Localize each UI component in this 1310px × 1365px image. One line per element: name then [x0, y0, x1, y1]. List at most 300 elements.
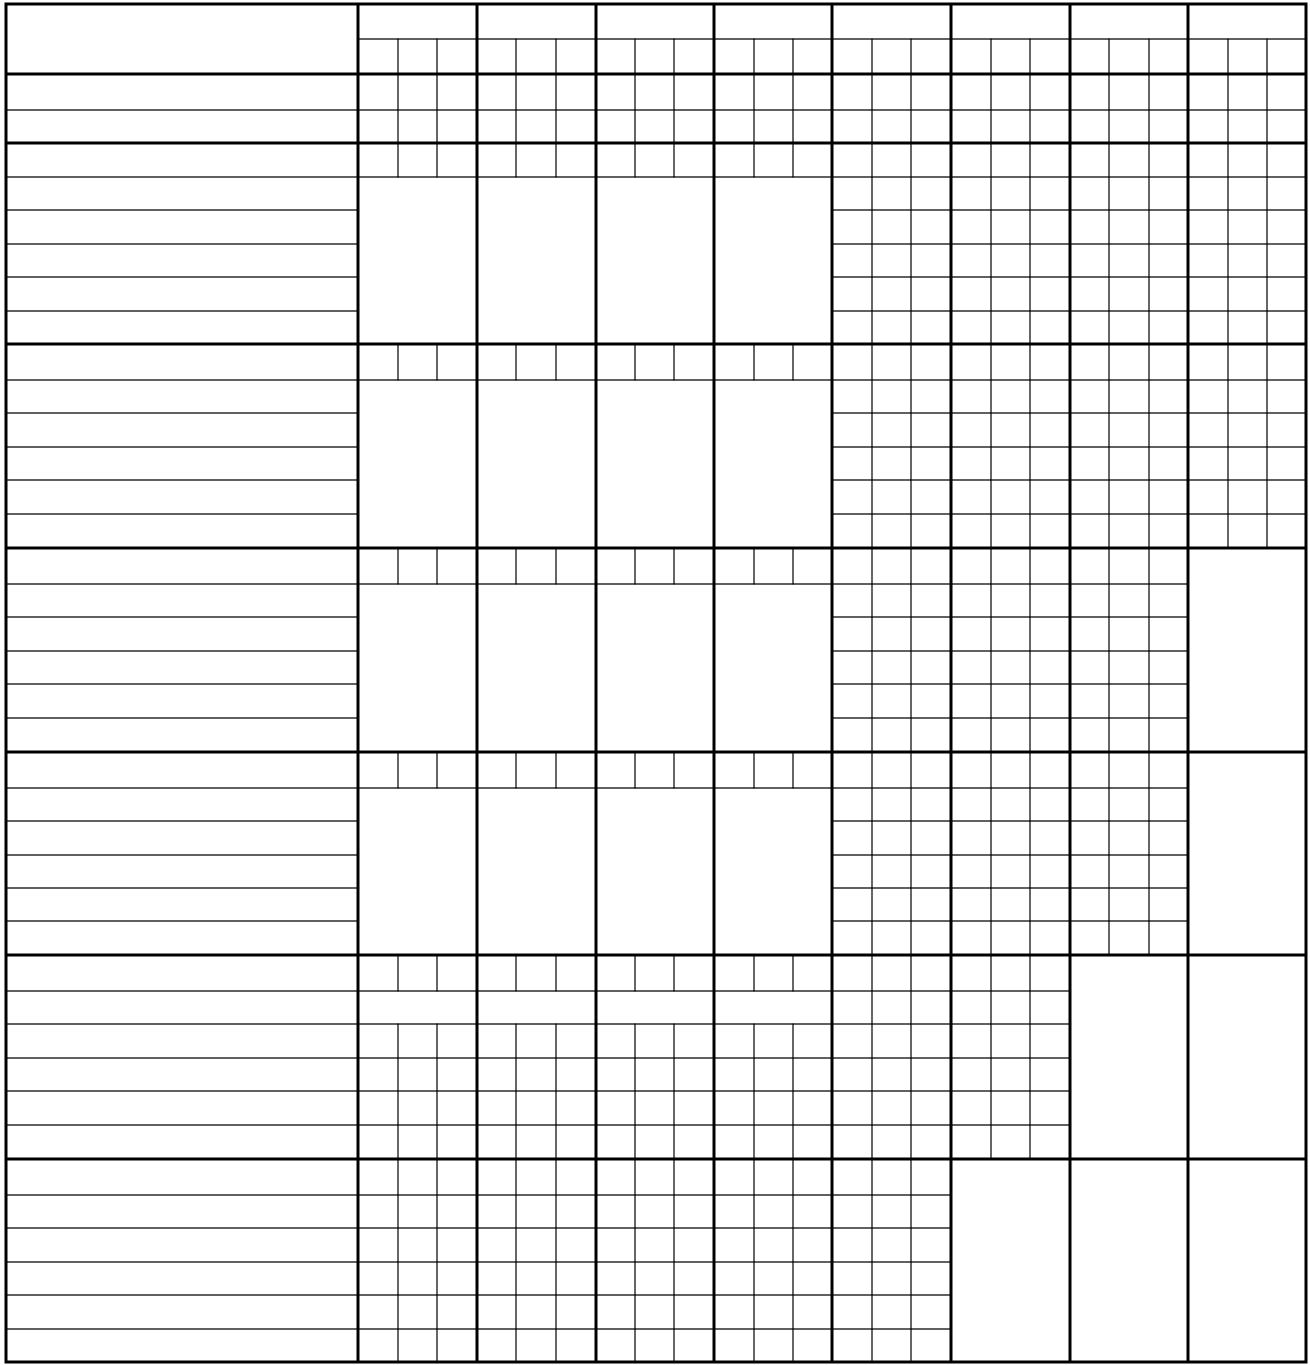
dash-cell [872, 1228, 911, 1262]
stankovye-sv [398, 1024, 437, 1058]
pct-main [1070, 447, 1109, 480]
dash-cell [477, 1228, 516, 1262]
pct-main [832, 651, 872, 684]
dash-cell [714, 1125, 754, 1159]
weapon-item [6, 888, 358, 921]
pct-sv [991, 277, 1030, 311]
section-title [6, 344, 358, 380]
player-name [832, 4, 951, 39]
weapon-item [6, 584, 358, 617]
dash-cell [516, 1091, 556, 1125]
ruchnye-pr [1030, 991, 1070, 1024]
weapon-item [6, 855, 358, 888]
blocked-cell [1070, 955, 1188, 1159]
weapon-item [6, 177, 358, 210]
pct-main [832, 684, 872, 718]
pct-main [1188, 177, 1228, 210]
stankovye-sv [991, 1024, 1030, 1058]
dash-cell [596, 1295, 635, 1329]
pct-pr [1149, 584, 1188, 617]
pct-sv [872, 311, 911, 344]
dash-cell [872, 1195, 911, 1228]
stankovye-sv [635, 1024, 674, 1058]
dash-cell [516, 1262, 556, 1295]
weapon-item [6, 1295, 358, 1329]
hundred-block [714, 380, 832, 548]
weapon-item [6, 1228, 358, 1262]
ruchnye-main [832, 991, 872, 1024]
dash-cell [832, 1228, 872, 1262]
dash-cell [635, 1262, 674, 1295]
weapon-item [6, 821, 358, 855]
dash-cell [437, 1329, 477, 1362]
section-title [6, 752, 358, 788]
weapon-item [6, 1195, 358, 1228]
dash-cell [556, 1228, 596, 1262]
pct-pr [1030, 177, 1070, 210]
pct-sv [872, 413, 911, 447]
pct-pr [1030, 821, 1070, 855]
pct-pr [1267, 277, 1306, 311]
dash-cell [358, 1091, 398, 1125]
dash-cell [911, 1262, 951, 1295]
pct-main [1070, 177, 1109, 210]
pct-pr [911, 413, 951, 447]
pct-main [951, 380, 991, 413]
column-sv [1228, 39, 1267, 74]
pct-sv [1109, 718, 1149, 752]
pct-sv [991, 888, 1030, 921]
pct-pr [1267, 380, 1306, 413]
section-title [6, 1159, 358, 1195]
pct-pr [1149, 244, 1188, 277]
dash-cell [674, 1091, 714, 1125]
pct-pr [1149, 617, 1188, 651]
pct-main [1070, 311, 1109, 344]
dash-cell [911, 1295, 951, 1329]
pct-main [1188, 210, 1228, 244]
ruchnye-value [477, 991, 596, 1024]
krupnokal-pr [556, 1058, 596, 1091]
pct-main [832, 718, 872, 752]
dash-cell [596, 1228, 635, 1262]
dash-cell [714, 1091, 754, 1125]
weapon-item [6, 210, 358, 244]
pct-main [951, 177, 991, 210]
pct-pr [1149, 413, 1188, 447]
pct-sv [872, 380, 911, 413]
pct-main [832, 480, 872, 514]
dash-cell [556, 1295, 596, 1329]
pct-pr [1030, 888, 1070, 921]
pct-pr [911, 921, 951, 955]
dash-cell [516, 1195, 556, 1228]
pct-main [1188, 447, 1228, 480]
dash-cell [793, 1228, 832, 1262]
dash-cell [911, 1091, 951, 1125]
section-title [6, 548, 358, 584]
column-pr [1149, 39, 1188, 74]
weapon-item [6, 788, 358, 821]
pct-pr [911, 480, 951, 514]
pct-main [1070, 210, 1109, 244]
pct-pr [1267, 514, 1306, 548]
pct-main [951, 210, 991, 244]
pct-pr [1149, 718, 1188, 752]
dash-cell [635, 1195, 674, 1228]
pct-sv [991, 718, 1030, 752]
column-sv [754, 39, 793, 74]
pct-pr [1149, 210, 1188, 244]
krupnokal-pr [1030, 1058, 1070, 1091]
pct-sv [872, 888, 911, 921]
pct-main [1188, 244, 1228, 277]
pct-main [951, 584, 991, 617]
weapon-item [6, 1329, 358, 1362]
pct-sv [1109, 244, 1149, 277]
weapon-item [6, 718, 358, 752]
blocked-cell [1188, 752, 1306, 955]
dash-cell [358, 1329, 398, 1362]
dash-cell [516, 1228, 556, 1262]
dash-cell [437, 1295, 477, 1329]
weapon-item [6, 447, 358, 480]
dash-cell [793, 1329, 832, 1362]
pct-main [1188, 480, 1228, 514]
ruchnye-sv [872, 991, 911, 1024]
pct-sv [991, 921, 1030, 955]
pct-pr [1149, 821, 1188, 855]
pct-pr [1030, 584, 1070, 617]
blocked-cell [1070, 1159, 1188, 1362]
dash-cell [754, 1195, 793, 1228]
pct-pr [911, 584, 951, 617]
dash-cell [596, 1329, 635, 1362]
krupnokal-main [477, 1058, 516, 1091]
dash-cell [358, 1228, 398, 1262]
weapon-item [6, 617, 358, 651]
sheet-date [6, 39, 358, 74]
dash-cell [635, 1228, 674, 1262]
pct-pr [1030, 921, 1070, 955]
pct-main [1188, 311, 1228, 344]
column-sv [1109, 39, 1149, 74]
krupnokal-main [596, 1058, 635, 1091]
pct-main [951, 718, 991, 752]
pct-main [1070, 855, 1109, 888]
pct-sv [1109, 514, 1149, 548]
dash-cell [398, 1125, 437, 1159]
pct-sv [991, 514, 1030, 548]
dash-cell [556, 1329, 596, 1362]
pct-sv [1109, 380, 1149, 413]
weapon-item [6, 684, 358, 718]
pct-sv [1109, 177, 1149, 210]
weapon-item [6, 277, 358, 311]
hundred-block [477, 380, 596, 548]
pct-main [832, 584, 872, 617]
hundred-block [358, 788, 477, 955]
dash-cell [754, 1262, 793, 1295]
dash-cell [477, 1091, 516, 1125]
column-sv [991, 39, 1030, 74]
section-title [6, 143, 358, 177]
pct-sv [991, 447, 1030, 480]
pct-sv [1228, 447, 1267, 480]
weapon-item [6, 311, 358, 344]
pct-sv [1109, 413, 1149, 447]
pct-main [951, 447, 991, 480]
pct-main [832, 413, 872, 447]
pct-pr [911, 210, 951, 244]
pct-pr [1149, 514, 1188, 548]
dash-cell [477, 1262, 516, 1295]
pct-main [1188, 277, 1228, 311]
column-sv [516, 39, 556, 74]
hundred-block [714, 788, 832, 955]
weapon-item [6, 921, 358, 955]
pct-pr [911, 821, 951, 855]
pct-sv [991, 210, 1030, 244]
pct-main [951, 651, 991, 684]
pct-pr [1149, 480, 1188, 514]
column-sv [872, 39, 911, 74]
dash-cell [911, 1125, 951, 1159]
dash-cell [991, 1091, 1030, 1125]
pct-sv [1109, 684, 1149, 718]
pct-pr [1030, 311, 1070, 344]
pct-sv [1109, 651, 1149, 684]
stankovye-sv [754, 1024, 793, 1058]
hundred-block [358, 584, 477, 752]
player-name [1188, 4, 1306, 39]
specializations-label [6, 74, 358, 110]
pct-sv [1109, 888, 1149, 921]
pct-main [1070, 584, 1109, 617]
dash-cell [832, 1195, 872, 1228]
pct-sv [1109, 447, 1149, 480]
dash-cell [754, 1091, 793, 1125]
pct-pr [1149, 277, 1188, 311]
pct-sv [991, 855, 1030, 888]
dash-cell [872, 1262, 911, 1295]
stankovye-main [714, 1024, 754, 1058]
pct-sv [1109, 821, 1149, 855]
pct-pr [1267, 447, 1306, 480]
pct-main [832, 447, 872, 480]
pct-main [832, 380, 872, 413]
pct-main [1070, 921, 1109, 955]
hundred-block [358, 177, 477, 344]
stankovye-main [832, 1024, 872, 1058]
pct-pr [1030, 480, 1070, 514]
weapon-item [6, 651, 358, 684]
weapon-item [6, 380, 358, 413]
stankovye-pr [674, 1024, 714, 1058]
stankovye-sv [516, 1024, 556, 1058]
ruchnye-value [358, 991, 477, 1024]
hundred-block [477, 788, 596, 955]
dash-cell [437, 1125, 477, 1159]
dash-cell [714, 1329, 754, 1362]
blocked-cell [1188, 1159, 1306, 1362]
dash-cell [477, 1195, 516, 1228]
weapon-item [6, 514, 358, 548]
dash-cell [872, 1295, 911, 1329]
pct-pr [1267, 413, 1306, 447]
krupnokal-sv [754, 1058, 793, 1091]
weapon-item [6, 1091, 358, 1125]
pct-main [1070, 888, 1109, 921]
pct-pr [911, 855, 951, 888]
stankovye-pr [911, 1024, 951, 1058]
stankovye-main [951, 1024, 991, 1058]
pct-main [951, 788, 991, 821]
pct-sv [1228, 244, 1267, 277]
krupnokal-sv [872, 1058, 911, 1091]
pct-sv [991, 413, 1030, 447]
pct-main [832, 514, 872, 548]
pct-pr [1267, 480, 1306, 514]
column-pr [556, 39, 596, 74]
stankovye-pr [437, 1024, 477, 1058]
dash-cell [516, 1125, 556, 1159]
dash-cell [556, 1195, 596, 1228]
dash-cell [832, 1295, 872, 1329]
pct-pr [1030, 617, 1070, 651]
pct-sv [872, 584, 911, 617]
pct-pr [1030, 684, 1070, 718]
dash-cell [832, 1329, 872, 1362]
ruchnye-value [596, 991, 714, 1024]
weapon-item [6, 1262, 358, 1295]
dash-cell [911, 1195, 951, 1228]
pct-sv [872, 244, 911, 277]
pct-sv [1109, 617, 1149, 651]
krupnokal-pr [911, 1058, 951, 1091]
pct-main [1070, 684, 1109, 718]
ruchnye-sv [991, 991, 1030, 1024]
dash-cell [398, 1295, 437, 1329]
pct-pr [1149, 921, 1188, 955]
pct-pr [1267, 177, 1306, 210]
column-pr [1267, 39, 1306, 74]
pct-sv [872, 651, 911, 684]
pct-sv [991, 480, 1030, 514]
dash-cell [674, 1329, 714, 1362]
pct-main [951, 311, 991, 344]
pct-pr [1149, 888, 1188, 921]
dash-cell [793, 1262, 832, 1295]
pct-sv [1109, 788, 1149, 821]
pct-pr [1030, 380, 1070, 413]
pct-sv [1109, 921, 1149, 955]
pct-pr [1030, 277, 1070, 311]
pct-main [832, 177, 872, 210]
pct-sv [1109, 311, 1149, 344]
pct-pr [1030, 447, 1070, 480]
pct-sv [991, 311, 1030, 344]
weapon-item [6, 1024, 358, 1058]
pct-main [1070, 277, 1109, 311]
pct-main [1070, 413, 1109, 447]
pct-pr [1030, 788, 1070, 821]
pct-pr [1267, 244, 1306, 277]
dash-cell [674, 1262, 714, 1295]
krupnokal-sv [398, 1058, 437, 1091]
pct-main [832, 210, 872, 244]
pct-main [951, 821, 991, 855]
pct-main [1188, 413, 1228, 447]
dash-cell [477, 1329, 516, 1362]
pct-pr [911, 888, 951, 921]
stankovye-main [596, 1024, 635, 1058]
hundred-block [358, 380, 477, 548]
dash-cell [596, 1091, 635, 1125]
pct-main [832, 617, 872, 651]
dash-cell [358, 1262, 398, 1295]
pct-sv [872, 718, 911, 752]
pct-main [1070, 617, 1109, 651]
pct-sv [1109, 584, 1149, 617]
pct-main [951, 921, 991, 955]
hundred-block [596, 177, 714, 344]
dash-cell [754, 1228, 793, 1262]
pct-sv [872, 514, 911, 548]
dash-cell [872, 1125, 911, 1159]
pct-pr [1030, 413, 1070, 447]
pct-pr [1149, 380, 1188, 413]
pct-pr [1149, 651, 1188, 684]
dash-cell [714, 1228, 754, 1262]
stankovye-main [477, 1024, 516, 1058]
pct-main [951, 617, 991, 651]
sheet-title [6, 4, 358, 39]
player-name [951, 4, 1070, 39]
pct-pr [911, 311, 951, 344]
ruchnye-pr [911, 991, 951, 1024]
pct-main [832, 277, 872, 311]
dash-cell [635, 1329, 674, 1362]
column-sv [398, 39, 437, 74]
pct-sv [1228, 277, 1267, 311]
dash-cell [477, 1125, 516, 1159]
krupnokal-pr [793, 1058, 832, 1091]
stankovye-main [358, 1024, 398, 1058]
column-sv [635, 39, 674, 74]
player-name [714, 4, 832, 39]
dash-cell [556, 1262, 596, 1295]
krupnokal-pr [674, 1058, 714, 1091]
krupnokal-main [832, 1058, 872, 1091]
pct-pr [1030, 244, 1070, 277]
dash-cell [951, 1091, 991, 1125]
hundred-block [477, 177, 596, 344]
pct-sv [991, 821, 1030, 855]
dash-cell [477, 1295, 516, 1329]
krupnokal-main [358, 1058, 398, 1091]
current-player [6, 110, 358, 143]
weapon-item [6, 413, 358, 447]
krupnokal-main [714, 1058, 754, 1091]
hundred-block [714, 177, 832, 344]
stankovye-sv [872, 1024, 911, 1058]
pct-sv [991, 788, 1030, 821]
pct-pr [911, 788, 951, 821]
pct-sv [872, 921, 911, 955]
pct-pr [1030, 855, 1070, 888]
player-name [358, 4, 477, 39]
